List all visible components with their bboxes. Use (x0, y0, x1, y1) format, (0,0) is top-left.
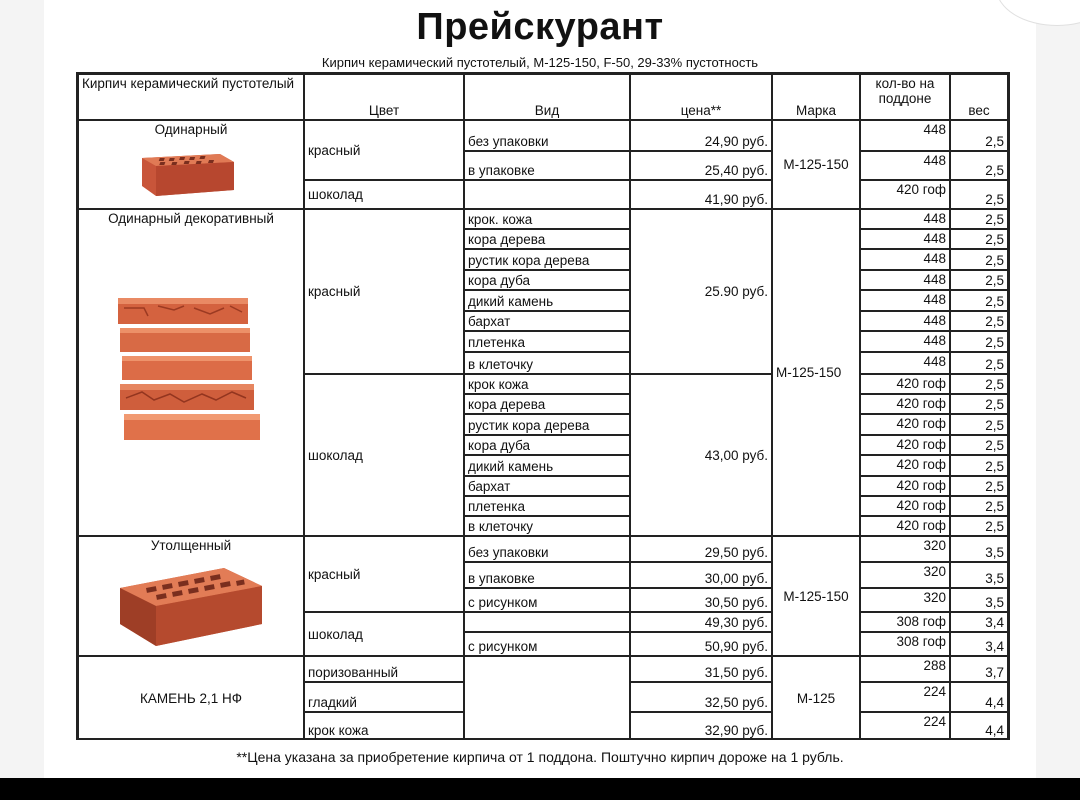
brand-stone: М-125 (772, 656, 860, 740)
color-single-choco: шоколад (304, 180, 464, 209)
color-stone-porous: поризованный (304, 656, 464, 682)
qty-deco-choco-1: 420 гоф (860, 374, 950, 394)
color-thick-choco: шоколад (304, 612, 464, 656)
brick-single-icon (136, 152, 238, 203)
weight-deco-choco-8: 2,5 (950, 516, 1008, 536)
qty-stone-1: 288 (860, 656, 950, 682)
qty-deco-red-4: 448 (860, 270, 950, 290)
type-deco-red-5: дикий камень (464, 290, 630, 311)
price-thick-red-pack: 30,00 руб. (630, 562, 772, 588)
footnote: **Цена указана за приобретение кирпича от 1 поддона. Поштучно кирпич дороже на 1 рубль. (236, 749, 844, 765)
price-single-red-pack: 25,40 руб. (630, 151, 772, 180)
page-title: Прейскурант (416, 6, 664, 48)
weight-deco-red-8: 2,5 (950, 352, 1008, 374)
type-deco-choco-2: кора дерева (464, 394, 630, 414)
qty-deco-red-6: 448 (860, 311, 950, 331)
weight-single-3: 2,5 (950, 180, 1008, 209)
weight-single-1: 2,5 (950, 120, 1008, 151)
price-thick-choco: 49,30 руб. (630, 612, 772, 632)
weight-deco-choco-3: 2,5 (950, 414, 1008, 435)
color-deco-red: красный (304, 209, 464, 374)
qty-deco-choco-8: 420 гоф (860, 516, 950, 536)
right-margin (1036, 0, 1080, 778)
price-thick-red-pattern: 30,50 руб. (630, 588, 772, 612)
weight-deco-choco-5: 2,5 (950, 455, 1008, 476)
qty-deco-red-5: 448 (860, 290, 950, 311)
brand-single: М-125-150 (772, 120, 860, 209)
qty-deco-red-7: 448 (860, 331, 950, 352)
qty-deco-choco-7: 420 гоф (860, 496, 950, 516)
type-thick-pattern: с рисунком (464, 588, 630, 612)
brick-decorative-icon (114, 294, 270, 451)
weight-deco-red-4: 2,5 (950, 270, 1008, 290)
type-deco-red-6: бархат (464, 311, 630, 331)
price-deco-red: 25.90 руб. (630, 209, 772, 374)
weight-thick-3: 3,5 (950, 588, 1008, 612)
type-deco-red-7: плетенка (464, 331, 630, 352)
type-deco-choco-8: в клеточку (464, 516, 630, 536)
page-subtitle: Кирпич керамический пустотелый, М-125-150, F-50, 29-33% пустотность (321, 55, 759, 70)
qty-deco-red-3: 448 (860, 249, 950, 270)
price-stone-porous: 31,50 руб. (630, 656, 772, 682)
weight-deco-red-1: 2,5 (950, 209, 1008, 229)
color-single-red: красный (304, 120, 464, 180)
header-price: цена** (630, 74, 772, 120)
type-deco-choco-6: бархат (464, 476, 630, 496)
weight-deco-red-6: 2,5 (950, 311, 1008, 331)
type-deco-choco-1: крок кожа (464, 374, 630, 394)
qty-thick-5: 308 гоф (860, 632, 950, 656)
type-thick-choco-empty (464, 612, 630, 632)
qty-thick-4: 308 гоф (860, 612, 950, 632)
header-product: Кирпич керамический пустотелый (78, 74, 304, 120)
type-deco-choco-4: кора дуба (464, 435, 630, 455)
weight-stone-2: 4,4 (950, 682, 1008, 712)
qty-deco-choco-6: 420 гоф (860, 476, 950, 496)
price-deco-choco: 43,00 руб. (630, 374, 772, 536)
weight-stone-1: 3,7 (950, 656, 1008, 682)
left-margin (0, 0, 44, 778)
header-color: Цвет (304, 74, 464, 120)
type-deco-choco-3: рустик кора дерева (464, 414, 630, 435)
price-single-choco: 41,90 руб. (630, 180, 772, 209)
qty-thick-3: 320 (860, 588, 950, 612)
weight-deco-red-7: 2,5 (950, 331, 1008, 352)
type-deco-choco-7: плетенка (464, 496, 630, 516)
qty-deco-red-8: 448 (860, 352, 950, 374)
qty-single-2: 448 (860, 151, 950, 180)
weight-stone-3: 4,4 (950, 712, 1008, 740)
type-deco-red-2: кора дерева (464, 229, 630, 249)
type-deco-red-1: крок. кожа (464, 209, 630, 229)
color-thick-red: красный (304, 536, 464, 612)
type-single-nopack: без упаковки (464, 120, 630, 151)
weight-deco-choco-4: 2,5 (950, 435, 1008, 455)
product-stone: КАМЕНЬ 2,1 НФ (78, 656, 304, 740)
header-brand: Марка (772, 74, 860, 120)
type-stone-empty (464, 656, 630, 740)
weight-single-2: 2,5 (950, 151, 1008, 180)
color-deco-choco: шоколад (304, 374, 464, 536)
header-weight: вес (950, 74, 1008, 120)
qty-deco-red-1: 448 (860, 209, 950, 229)
type-deco-red-4: кора дуба (464, 270, 630, 290)
weight-deco-red-2: 2,5 (950, 229, 1008, 249)
price-single-red-nopack: 24,90 руб. (630, 120, 772, 151)
type-thick-choco-pattern: с рисунком (464, 632, 630, 656)
nav-bar (0, 778, 1080, 800)
weight-deco-choco-2: 2,5 (950, 394, 1008, 414)
qty-stone-2: 224 (860, 682, 950, 712)
type-thick-nopack: без упаковки (464, 536, 630, 562)
weight-deco-choco-6: 2,5 (950, 476, 1008, 496)
product-single-label: Одинарный (154, 122, 228, 137)
qty-single-3: 420 гоф (860, 180, 950, 209)
qty-deco-red-2: 448 (860, 229, 950, 249)
type-deco-red-8: в клеточку (464, 352, 630, 374)
header-qty: кол-во на поддоне (860, 74, 950, 120)
qty-deco-choco-5: 420 гоф (860, 455, 950, 476)
qty-stone-3: 224 (860, 712, 950, 740)
weight-thick-5: 3,4 (950, 632, 1008, 656)
qty-thick-2: 320 (860, 562, 950, 588)
type-single-choco-empty (464, 180, 630, 209)
weight-thick-4: 3,4 (950, 612, 1008, 632)
weight-deco-red-3: 2,5 (950, 249, 1008, 270)
brand-deco: М-125-150 (772, 209, 860, 536)
brand-thick: М-125-150 (772, 536, 860, 656)
price-stone-croc: 32,90 руб. (630, 712, 772, 740)
weight-thick-2: 3,5 (950, 562, 1008, 588)
qty-thick-1: 320 (860, 536, 950, 562)
header-type: Вид (464, 74, 630, 120)
type-deco-choco-5: дикий камень (464, 455, 630, 476)
weight-deco-red-5: 2,5 (950, 290, 1008, 311)
qty-single-1: 448 (860, 120, 950, 151)
qty-deco-choco-3: 420 гоф (860, 414, 950, 435)
product-thick-label: Утолщенный (150, 538, 232, 553)
type-thick-pack: в упаковке (464, 562, 630, 588)
product-decorative-label: Одинарный декоративный (108, 211, 274, 226)
brick-thick-icon (116, 564, 266, 655)
type-single-pack: в упаковке (464, 151, 630, 180)
type-deco-red-3: рустик кора дерева (464, 249, 630, 270)
color-stone-smooth: гладкий (304, 682, 464, 712)
weight-deco-choco-1: 2,5 (950, 374, 1008, 394)
color-stone-croc: крок кожа (304, 712, 464, 740)
qty-deco-choco-2: 420 гоф (860, 394, 950, 414)
price-table (76, 72, 1010, 740)
price-thick-choco-pattern: 50,90 руб. (630, 632, 772, 656)
price-thick-red-nopack: 29,50 руб. (630, 536, 772, 562)
qty-deco-choco-4: 420 гоф (860, 435, 950, 455)
weight-thick-1: 3,5 (950, 536, 1008, 562)
price-stone-smooth: 32,50 руб. (630, 682, 772, 712)
weight-deco-choco-7: 2,5 (950, 496, 1008, 516)
